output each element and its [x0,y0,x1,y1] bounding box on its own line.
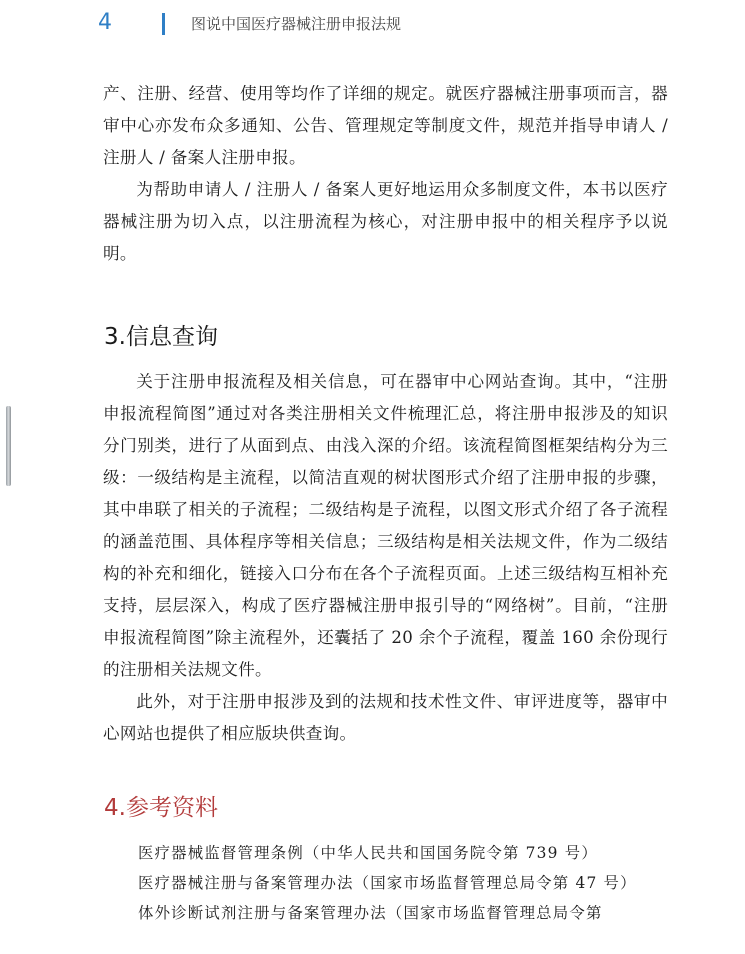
page-number: 4 [98,10,112,35]
section-3-paragraph-1: 关于注册申报流程及相关信息，可在器审中心网站查询。其中，“注册申报流程简图”通过对各类注册相关文件梳理汇总，将注册申报涉及的知识分门别类，进行了从面到点、由浅入深的介绍。该流程简图框架结构分为三级：一级结构是主流程，以简洁直观的树状图形式介绍了注册申报的步骤，其中串联了相关的子流程；二级结构是子流程，以图文形式介绍了各子流程的涵盖范围、具体程序等相关信息；三级结构是相关法规文件，作为二级结构的补充和细化，链接入口分布在各个子流程页面。上述三级结构互相补充支持，层层深入，构成了医疗器械注册申报引导的“网络树”。目前，“注册申报流程简图”除主流程外，还囊括了 20 余个子流程，覆盖 160 余份现行的注册相关法规文件。 [103,372,668,679]
section-4-title: 参考资料 [125,795,218,821]
header-divider [162,13,165,35]
intro-paragraph-2: 为帮助申请人 / 注册人 / 备案人更好地运用众多制度文件，本书以医疗器械注册为切入点，以注册流程为核心，对注册申报中的相关程序予以说明。 [103,180,668,263]
running-header [0,0,745,50]
section-3-number: 3. [104,324,126,350]
intro-text [103,78,668,270]
section-3-title: 信息查询 [125,324,218,350]
reference-item: 体外诊断试剂注册与备案管理办法（国家市场监督管理总局令第 [138,904,603,922]
section-3-paragraph-2: 此外，对于注册申报涉及到的法规和技术性文件、审评进度等，器审中心网站也提供了相应版块供查询。 [103,692,668,743]
binding-mark [6,406,11,486]
reference-list [138,838,698,928]
reference-item: 医疗器械注册与备案管理办法（国家市场监督管理总局令第 47 号） [138,874,637,892]
running-title: 图说中国医疗器械注册申报法规 [191,15,402,33]
section-3-heading [104,318,218,351]
section-4-heading [104,789,218,822]
section-3-body [103,366,668,750]
intro-paragraph-1: 产、注册、经营、使用等均作了详细的规定。就医疗器械注册事项而言，器审中心亦发布众多通知、公告、管理规定等制度文件，规范并指导申请人 / 注册人 / 备案人注册申报。 [103,84,668,167]
section-4-number: 4. [104,795,126,821]
reference-item: 医疗器械监督管理条例（中华人民共和国国务院令第 739 号） [138,844,598,862]
